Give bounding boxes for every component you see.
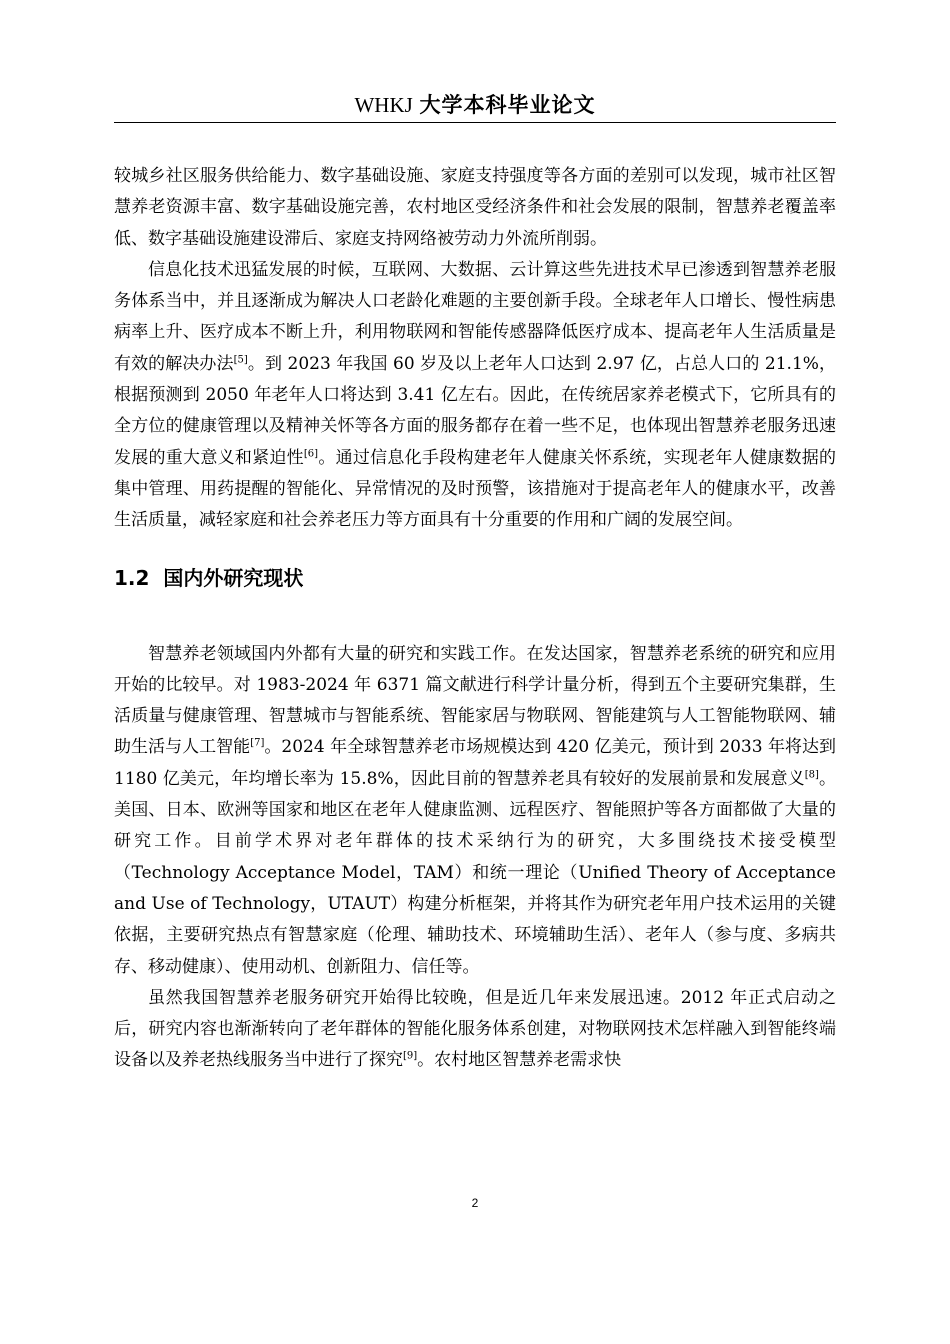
section-heading: [114, 563, 836, 593]
page-body: [114, 161, 836, 1077]
section-title: 国内外研究现状: [163, 565, 304, 590]
header-latin: WHKJ: [354, 93, 413, 117]
page-number: 2: [471, 1196, 479, 1210]
paragraph-text: 。美国、日本、欧洲等国家和地区在老年人健康监测、远程医疗、智能照护等各方面都做了大量的研究工作。目前学术界对老年群体的技术采纳行为的研究，大多围绕技术接受模型（Technology Acceptance Model，TAM）和统一理论（Unified Theory of Acceptance and Use of Technology，UTAUT）构建分析框架，并将其作为研究老年用户技术运用的关键依据，主要研究热点有智慧家庭（伦理、辅助技术、环境辅助生活）、老年人（参与度、多病共存、移动健康）、使用动机、创新阻力、信任等。: [114, 768, 836, 977]
section-number: 1.2: [114, 565, 150, 590]
paragraph-text: 。通过信息化手段构建老年人健康关怀系统，实现老年人健康数据的集中管理、用药提醒的智能化、异常情况的及时预警，该措施对于提高老年人的健康水平，改善生活质量，减轻家庭和社会养老压力等方面具有十分重要的作用和广阔的发展空间。: [114, 447, 836, 531]
paragraph-text: 较城乡社区服务供给能力、数字基础设施、家庭支持强度等各方面的差别可以发现，城市社区智慧养老资源丰富、数字基础设施完善，农村地区受经济条件和社会发展的限制，智慧养老覆盖率低、数字基础设施建设滞后、家庭支持网络被劳动力外流所削弱。: [114, 166, 836, 249]
running-header: [114, 90, 836, 123]
paragraph-text: 虽然我国智慧养老服务研究开始得比较晚，但是近几年来发展迅速。2012 年正式启动之后，研究内容也渐渐转向了老年群体的智能化服务体系创建，对物联网技术怎样融入到智能终端设备以及养老热线服务当中进行了探究: [114, 987, 836, 1071]
paragraph-text: 信息化技术迅猛发展的时候，互联网、大数据、云计算这些先进技术早已渗透到智慧养老服务体系当中，并且逐渐成为解决人口老龄化难题的主要创新手段。全球老年人口增长、慢性病患病率上升、医疗成本不断上升，利用物联网和智能传感器降低医疗成本、提高老年人生活质量是有效的解决办法: [114, 259, 836, 374]
paragraph-group-research: [114, 639, 836, 1077]
paragraph: [114, 983, 836, 1077]
citation-ref: [8]: [804, 769, 819, 781]
citation-ref: [7]: [250, 737, 265, 749]
citation-ref: [6]: [303, 448, 319, 460]
paragraph-text: 。2024 年全球智慧养老市场规模达到 420 亿美元，预计到 2033 年将达到 1180 亿美元，年均增长率为 15.8%，因此目前的智慧养老具有较好的发展前景和发展意义: [114, 737, 837, 789]
paragraph-text: 智慧养老领域国内外都有大量的研究和实践工作。在发达国家，智慧养老系统的研究和应用开始的比较早。对 1983-2024 年 6371 篇文献进行科学计量分析，得到五个主要研究集群，生活质量与健康管理、智慧城市与智能系统、智能家居与物联网、智能建筑与人工智能物联网、辅助生活与人工智能: [114, 643, 836, 758]
paragraph: [114, 255, 836, 537]
paragraph-text: 。农村地区智慧养老需求快: [417, 1050, 622, 1071]
citation-ref: [9]: [403, 1050, 418, 1062]
paragraph-group-intro: [114, 161, 836, 537]
header-title: 大学本科毕业论文: [419, 93, 596, 117]
paragraph: [114, 639, 836, 983]
citation-ref: [5]: [233, 354, 248, 366]
paragraph: [114, 161, 836, 255]
paragraph-text: 。到 2023 年我国 60 岁及以上老年人口达到 2.97 亿，占总人口的 21.1%，根据预测到 2050 年老年人口将达到 3.41 亿左右。因此，在传统居家养老模式下，它所具有的全方位的健康管理以及精神关怀等各方面的服务都存在着一些不足，也体现出智慧养老服务迅速发展的重大意义和紧迫性: [114, 353, 837, 468]
